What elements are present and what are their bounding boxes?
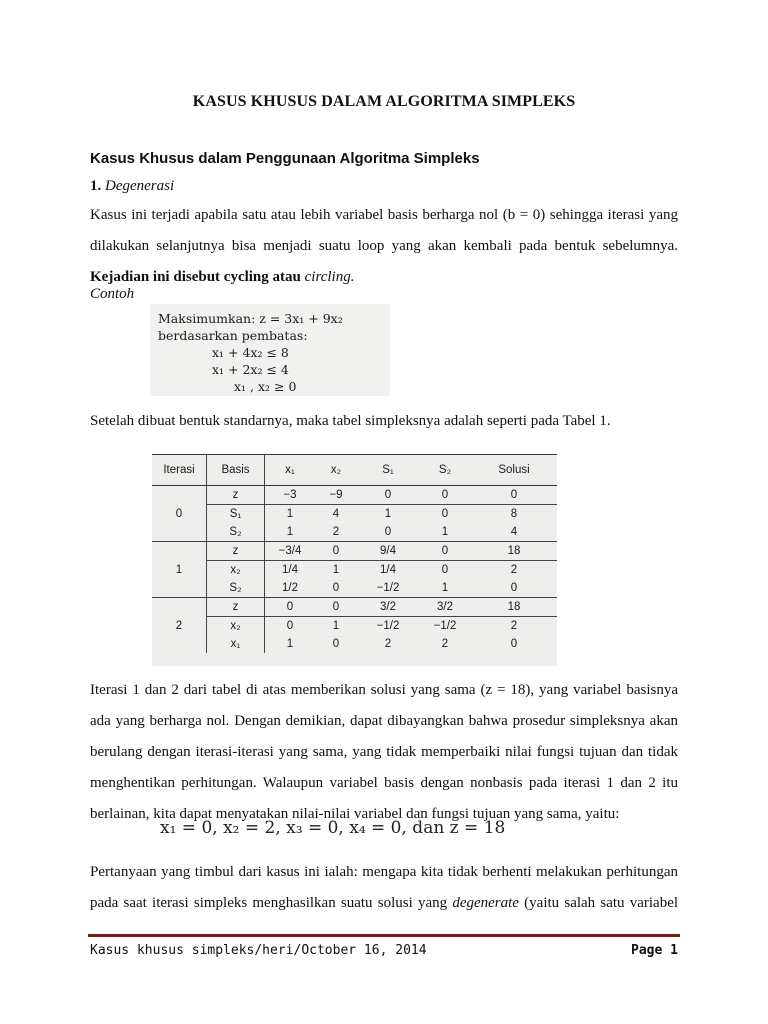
- table-cell: 0: [384, 526, 392, 538]
- paragraph-line: dilakukan selanjutnya bisa menjadi suatu loop yang akan kembali pada bentuk sebelumnya.: [90, 238, 678, 254]
- paragraph-line: Pertanyaan yang timbul dari kasus ini ialah: mengapa kita tidak berhenti melakukan perhitungan: [90, 864, 678, 880]
- table-row: [152, 598, 557, 617]
- table-cell: 4: [315, 505, 357, 524]
- paragraph-intro-table: [90, 406, 678, 437]
- document-title: KASUS KHUSUS DALAM ALGORITMA SIMPLEKS: [192, 93, 576, 110]
- table-cell: z: [207, 542, 265, 561]
- table-cell: 1: [315, 561, 357, 580]
- table-cell: 8: [471, 505, 557, 524]
- paragraph-line: Iterasi 1 dan 2 dari tabel di atas memberikan solusi yang sama (z = 18), yang variabel basisnya: [90, 682, 678, 698]
- table-cell: 2: [441, 638, 449, 650]
- table-cell: 1: [441, 582, 449, 594]
- problem-objective: Maksimumkan: z = 3x₁ + 9x₂: [158, 311, 343, 326]
- problem-constraint-label: berdasarkan pembatas:: [158, 328, 308, 343]
- bold-text: Kejadian ini disebut cycling atau: [90, 269, 301, 285]
- table-cell: 0: [265, 598, 316, 617]
- table-header: Basis: [207, 455, 265, 486]
- table-cell: 3/2: [357, 598, 419, 617]
- paragraph-line: Setelah dibuat bentuk standarnya, maka tabel simpleksnya adalah seperti pada Tabel 1.: [90, 413, 611, 429]
- footer-divider: [88, 934, 680, 937]
- table-row: [152, 579, 557, 598]
- section-heading: Kasus Khusus dalam Penggunaan Algoritma Simpleks: [90, 150, 480, 167]
- text-segment: pada saat iterasi simpleks menghasilkan suatu solusi yang: [90, 895, 448, 911]
- table-cell: 0: [419, 561, 471, 580]
- table-cell: 0: [332, 582, 340, 594]
- table-row: [152, 617, 557, 636]
- table-cell: x₂: [207, 561, 265, 580]
- iteration-cell: 2: [152, 598, 207, 654]
- italic-text: degenerate: [452, 895, 519, 911]
- table-cell: −9: [329, 489, 343, 501]
- table-cell: 0: [510, 638, 518, 650]
- table-cell: 0: [441, 489, 449, 501]
- table-cell: 1/4: [265, 561, 316, 580]
- table-cell: z: [207, 598, 265, 617]
- subsection-heading: [90, 178, 174, 195]
- example-label: Contoh: [90, 286, 135, 302]
- table-header: x₁: [265, 455, 316, 486]
- example-problem-image: [150, 304, 390, 396]
- table-cell: 1: [315, 617, 357, 636]
- paragraph-line: berlainan, kita dapat menyatakan nilai-nilai variabel dan fungsi tujuan yang sama, yaitu:: [90, 806, 620, 822]
- table-cell: 2: [384, 638, 392, 650]
- table-cell: 1: [265, 505, 316, 524]
- table-cell: 1: [286, 526, 294, 538]
- table-cell: 9/4: [357, 542, 419, 561]
- table-cell: 2: [471, 617, 557, 636]
- problem-nonnegativity: x₁ , x₂ ≥ 0: [234, 379, 297, 394]
- subsection-name: Degenerasi: [105, 178, 175, 194]
- table-header: S₂: [419, 455, 471, 486]
- paragraph-line: menghentikan perhitungan. Walaupun variabel basis dengan nonbasis pada iterasi 1 dan 2 itu: [90, 775, 678, 791]
- iteration-cell: 1: [152, 542, 207, 598]
- table-cell: 0: [510, 582, 518, 594]
- table-cell: 18: [471, 542, 557, 561]
- table-cell: x₁: [207, 635, 265, 653]
- table-cell: 3/2: [419, 598, 471, 617]
- paragraph-line: [90, 888, 678, 919]
- table-header: x₂: [315, 455, 357, 486]
- table-cell: 0: [315, 542, 357, 561]
- table-row: [152, 542, 557, 561]
- paragraph-line: [90, 262, 678, 293]
- table-header: Iterasi: [152, 455, 207, 486]
- problem-constraint: x₁ + 4x₂ ≤ 8: [212, 345, 289, 360]
- table-header: S₁: [357, 455, 419, 486]
- table-row: [152, 486, 557, 505]
- table-cell: x₂: [207, 617, 265, 636]
- iteration-cell: 0: [152, 486, 207, 542]
- table-row: [152, 635, 557, 653]
- page-number: Page 1: [631, 943, 678, 958]
- table-cell: 1/4: [357, 561, 419, 580]
- table-cell: 1: [357, 505, 419, 524]
- paragraph-line: Kasus ini terjadi apabila satu atau lebih variabel basis berharga nol (b = 0) sehingga iterasi yang: [90, 207, 678, 223]
- problem-constraint: x₁ + 2x₂ ≤ 4: [212, 362, 289, 377]
- paragraph-degenerasi: [90, 200, 678, 293]
- table-cell: 0: [419, 542, 471, 561]
- table-cell: S₁: [207, 505, 265, 524]
- table-row: [152, 561, 557, 580]
- table-cell: 2: [471, 561, 557, 580]
- table-cell: 1/2: [282, 582, 298, 594]
- table-cell: 1: [441, 526, 449, 538]
- table-row: [152, 505, 557, 524]
- table-cell: 0: [315, 598, 357, 617]
- text-segment: (yaitu salah satu variabel: [524, 895, 679, 911]
- table-cell: S₂: [207, 523, 265, 542]
- table-cell: z: [207, 486, 265, 505]
- table-row: [152, 523, 557, 542]
- subsection-number: 1.: [90, 178, 102, 194]
- paragraph-analysis: [90, 675, 678, 830]
- table-cell: −1/2: [376, 582, 400, 594]
- table-cell: 2: [332, 526, 340, 538]
- italic-text: circling.: [304, 269, 355, 285]
- table-cell: 0: [332, 638, 340, 650]
- table-cell: −1/2: [357, 617, 419, 636]
- table-cell: −1/2: [419, 617, 471, 636]
- paragraph-line: ada yang berharga nol. Dengan demikian, dapat dibayangkan bahwa prosedur simpleksnya akan: [90, 713, 678, 729]
- table-cell: S₂: [207, 579, 265, 598]
- table-cell: 0: [265, 617, 316, 636]
- table-cell: 4: [510, 526, 518, 538]
- table-cell: −3/4: [265, 542, 316, 561]
- table-cell: 18: [471, 598, 557, 617]
- simplex-table-image: [152, 454, 557, 666]
- solution-equation: x₁ = 0, x₂ = 2, x₃ = 0, x₄ = 0, dan z = 18: [160, 818, 506, 838]
- table-cell: 0: [510, 489, 518, 501]
- table-cell: 0: [419, 505, 471, 524]
- table-header: Solusi: [471, 455, 557, 486]
- paragraph-question: [90, 857, 678, 919]
- paragraph-line: berulang dengan iterasi-iterasi yang sama, yang tidak memperbaiki nilai fungsi tujuan dan tidak: [90, 744, 678, 760]
- simplex-table: [152, 454, 557, 653]
- table-cell: 0: [384, 489, 392, 501]
- footer-text: Kasus khusus simpleks/heri/October 16, 2014: [90, 943, 427, 958]
- table-cell: 1: [286, 638, 294, 650]
- table-cell: −3: [283, 489, 297, 501]
